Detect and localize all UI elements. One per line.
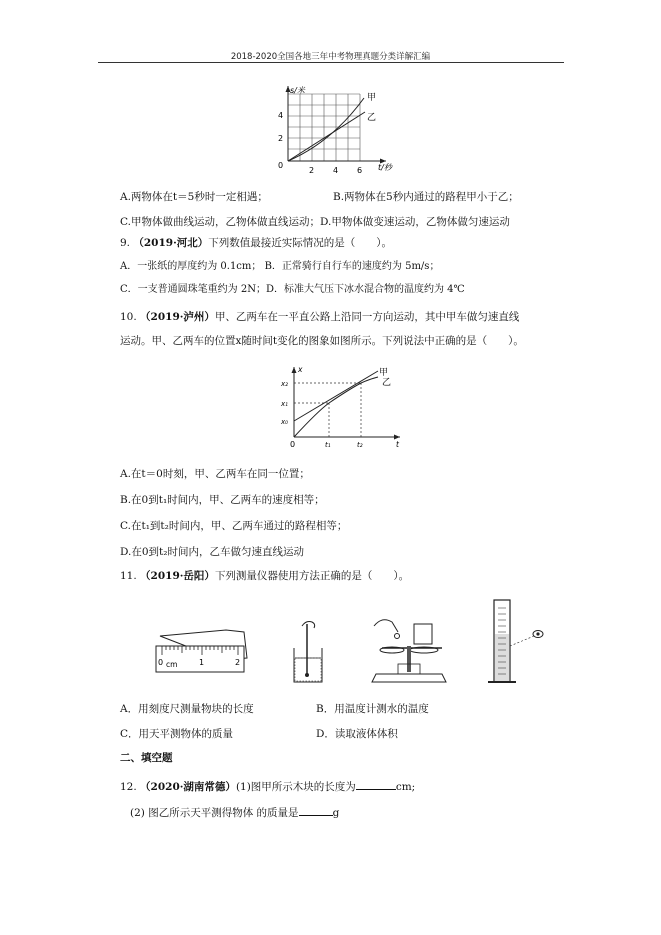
beaker [294, 648, 322, 682]
q12-part2 [130, 804, 339, 820]
q12-number: 12. [120, 781, 141, 793]
y-tick-label: x₀ [281, 418, 288, 426]
q10-stem-line1 [120, 310, 519, 324]
header-rule [98, 62, 564, 63]
q11-option-d: D．读取液体体积 [316, 728, 398, 740]
curve-yi [294, 377, 378, 437]
answer-blank-mass[interactable] [299, 804, 333, 816]
line-yi [288, 112, 365, 161]
curve-jia [288, 98, 364, 161]
answer-blank-length[interactable] [356, 778, 396, 790]
x-axis-label: t/秒 [378, 163, 392, 172]
q10-option-a: A.在t＝0时刻，甲、乙两车在同一位置； [120, 468, 310, 480]
x-tick-label: 2 [309, 166, 315, 175]
q11-text: 下列测量仪器使用方法正确的是（ ）。 [214, 570, 410, 582]
q10-number: 10. [120, 311, 141, 323]
q10-source: （2019·泸州） [140, 311, 215, 323]
hand-icon [302, 622, 315, 629]
balance-scale-illustration [362, 612, 452, 690]
q10-option-c: C.在t₁到t₂时间内，甲、乙两车通过的路程相等； [120, 520, 348, 532]
ruler-illustration [150, 622, 250, 678]
x-axis-label: t [396, 440, 399, 449]
x-tick-label: 4 [333, 166, 339, 175]
x-tick-label: t₂ [357, 441, 363, 449]
q8-option-b: B.两物体在5秒内通过的路程甲小于乙； [333, 191, 519, 203]
q12-unit-2: g [332, 807, 340, 819]
y-tick-label: 0 [278, 161, 284, 170]
x-tick-label: 6 [357, 166, 363, 175]
q10-option-d: D.在0到t₂时间内，乙车做匀速直线运动 [120, 546, 304, 558]
y-tick-label: 4 [278, 111, 284, 120]
series-label-yi: 乙 [382, 378, 392, 388]
y-axis-label: x [298, 365, 303, 374]
object-on-pan [414, 624, 432, 644]
y-tick-label: 2 [278, 134, 284, 143]
ruler-label-two: 2 [235, 658, 241, 667]
series-label-jia: 甲 [367, 93, 377, 103]
q8-options-cd: C.甲物体做曲线运动，乙物体做直线运动；D.甲物体做变速运动，乙物体做匀速运动 [120, 216, 510, 228]
q11-stem [120, 569, 409, 583]
q10-text: 甲、乙两车在一平直公路上沿同一方向运动，其中甲车做匀速直线 [214, 311, 520, 323]
ruler-label-one: 1 [199, 658, 205, 667]
origin-label: 0 [290, 440, 296, 449]
q9-options-ab: A．一张纸的厚度约为 0.1cm； B．正常骑行自行车的速度约为 5m/s； [120, 261, 440, 272]
st-graph-figure [270, 84, 405, 180]
y-tick-label: x₂ [281, 380, 288, 388]
q9-source: （2019·河北） [133, 237, 209, 249]
series-label-jia: 甲 [379, 368, 389, 378]
ruler-label-zero: 0 [158, 658, 164, 667]
ruler-label-unit: cm [166, 660, 178, 669]
q12-text-1: (1)图甲所示木块的长度为 [235, 781, 356, 793]
graduated-cylinder-illustration [482, 594, 552, 690]
q11-source: （2019·岳阳） [140, 570, 215, 582]
q11-number: 11. [120, 570, 141, 582]
q12-source: （2020·湖南常德） [140, 781, 236, 793]
thermometer-beaker-illustration [284, 616, 334, 686]
x-tick-label: t₁ [325, 441, 331, 449]
q10-stem-line2: 运动。甲、乙两车的位置x随时间t变化的图象如图所示。下列说法中正确的是（ ）。 [120, 335, 524, 347]
q10-option-b: B.在0到t₁时间内，甲、乙两车的速度相等； [120, 494, 325, 506]
q9-options-cd: C．一支普通圆珠笔重约为 2N；D．标准大气压下冰水混合物的温度约为 4℃ [120, 284, 465, 295]
y-tick-label: x₁ [281, 400, 288, 408]
q11-option-a: A．用刻度尺测量物块的长度 [120, 703, 254, 715]
q12-unit-1: cm; [395, 781, 416, 793]
q8-option-a: A.两物体在t＝5秒时一定相遇； [120, 191, 268, 203]
q11-option-b: B．用温度计测水的温度 [316, 703, 429, 715]
y-axis-label: s/米 [290, 86, 305, 95]
q11-option-c: C．用天平测物体的质量 [120, 728, 234, 740]
q12-part1 [120, 778, 415, 794]
xt-graph-figure [278, 363, 408, 455]
q9-number: 9. [120, 237, 134, 249]
balance-base [372, 674, 446, 682]
q9-stem [120, 236, 392, 250]
hand-with-weight-icon [374, 620, 398, 632]
series-label-yi: 乙 [367, 113, 377, 123]
line-jia [294, 371, 378, 421]
q12-text-2: (2) 图乙所示天平测得物体 的质量是 [130, 807, 299, 819]
q9-text: 下列数值最接近实际情况的是（ ）。 [208, 237, 392, 249]
section-heading: 二、填空题 [120, 752, 173, 764]
page-header: 2018-2020全国各地三年中考物理真题分类详解汇编 [230, 52, 431, 62]
